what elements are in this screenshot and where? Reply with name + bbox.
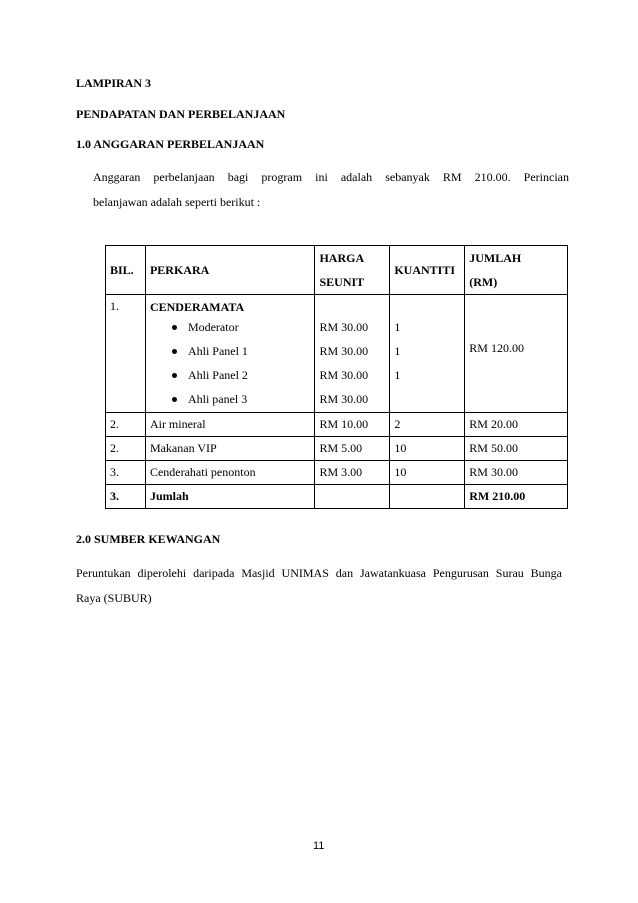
section1-paragraph-line2: belanjawan adalah seperti berikut : (93, 195, 261, 209)
bullet-icon (172, 397, 177, 402)
table-row (106, 461, 568, 485)
cell-perkara: Air mineral (145, 413, 315, 437)
bullet-icon (172, 325, 177, 330)
bullet-icon (172, 349, 177, 354)
header-bil: BIL. (106, 246, 146, 295)
section1-paragraph-line1: Anggaran perbelanjaan bagi program ini adalah sebanyak RM 210.00. Perincian (93, 170, 569, 184)
cenderamata-title: CENDERAMATA (149, 300, 245, 314)
section2-paragraph-line1: Peruntukan diperolehi daripada Masjid UNIMAS dan Jawatankuasa Pengurusan Surau Bunga (76, 566, 562, 580)
cell-jumlah: RM 50.00 (465, 437, 568, 461)
section2-paragraph (76, 566, 562, 581)
table-header-row (106, 246, 568, 295)
cell-bil-total: 3. (106, 485, 146, 509)
qty-panel-2: 1 (394, 368, 401, 382)
cell-bil-1: 1. (106, 295, 146, 413)
list-item: Ahli panel 3 (150, 387, 311, 411)
cell-perkara: Cenderahati penonton (145, 461, 315, 485)
list-item: Ahli Panel 2 (150, 363, 311, 387)
header-jumlah-line1: JUMLAH (469, 251, 522, 265)
table-row (106, 413, 568, 437)
table-row-cenderamata (106, 295, 568, 413)
header-harga (315, 246, 390, 295)
header-harga-line2: SEUNIT (319, 275, 365, 289)
cell-empty (315, 485, 390, 509)
header-kuantiti: KUANTITI (390, 246, 465, 295)
cell-bil: 2. (106, 437, 146, 461)
cell-jumlah-label: Jumlah (145, 485, 315, 509)
qty-moderator: 1 (394, 320, 401, 334)
cell-harga: RM 10.00 (315, 413, 390, 437)
cell-harga: RM 3.00 (315, 461, 390, 485)
cell-cenderamata (145, 295, 315, 413)
cell-kuantiti: 2 (390, 413, 465, 437)
cell-grand-total: RM 210.00 (465, 485, 568, 509)
header-perkara: PERKARA (145, 246, 315, 295)
cell-kuantiti: 10 (390, 461, 465, 485)
cell-kuantiti-group (390, 295, 465, 413)
table-total-row (106, 485, 568, 509)
cell-jumlah-group: RM 120.00 (465, 295, 568, 413)
section2-paragraph-line2: Raya (SUBUR) (76, 591, 152, 605)
list-item: Ahli Panel 1 (150, 339, 311, 363)
cell-perkara: Makanan VIP (145, 437, 315, 461)
section2-title: 2.0 SUMBER KEWANGAN (76, 532, 221, 546)
price-moderator: RM 30.00 (319, 320, 369, 334)
qty-panel-1: 1 (394, 344, 401, 358)
header-jumlah (465, 246, 568, 295)
cell-jumlah: RM 20.00 (465, 413, 568, 437)
cell-harga-group (315, 295, 390, 413)
cell-empty (390, 485, 465, 509)
cell-bil: 2. (106, 413, 146, 437)
page-number: 11 (313, 840, 325, 852)
price-panel-3: RM 30.00 (319, 392, 369, 406)
cell-kuantiti: 10 (390, 437, 465, 461)
section1-paragraph (93, 170, 569, 185)
budget-table (105, 245, 568, 509)
list-item: Moderator (150, 315, 311, 339)
heading-pendapatan: PENDAPATAN DAN PERBELANJAAN (76, 107, 286, 121)
price-panel-2: RM 30.00 (319, 368, 369, 382)
header-harga-line1: HARGA (319, 251, 365, 265)
cell-harga: RM 5.00 (315, 437, 390, 461)
cell-jumlah: RM 30.00 (465, 461, 568, 485)
header-jumlah-line2: (RM) (469, 275, 498, 289)
table-row (106, 437, 568, 461)
cell-bil: 3. (106, 461, 146, 485)
section1-title: 1.0 ANGGARAN PERBELANJAAN (76, 137, 265, 151)
price-panel-1: RM 30.00 (319, 344, 369, 358)
bullet-icon (172, 373, 177, 378)
heading-lampiran: LAMPIRAN 3 (76, 76, 151, 90)
